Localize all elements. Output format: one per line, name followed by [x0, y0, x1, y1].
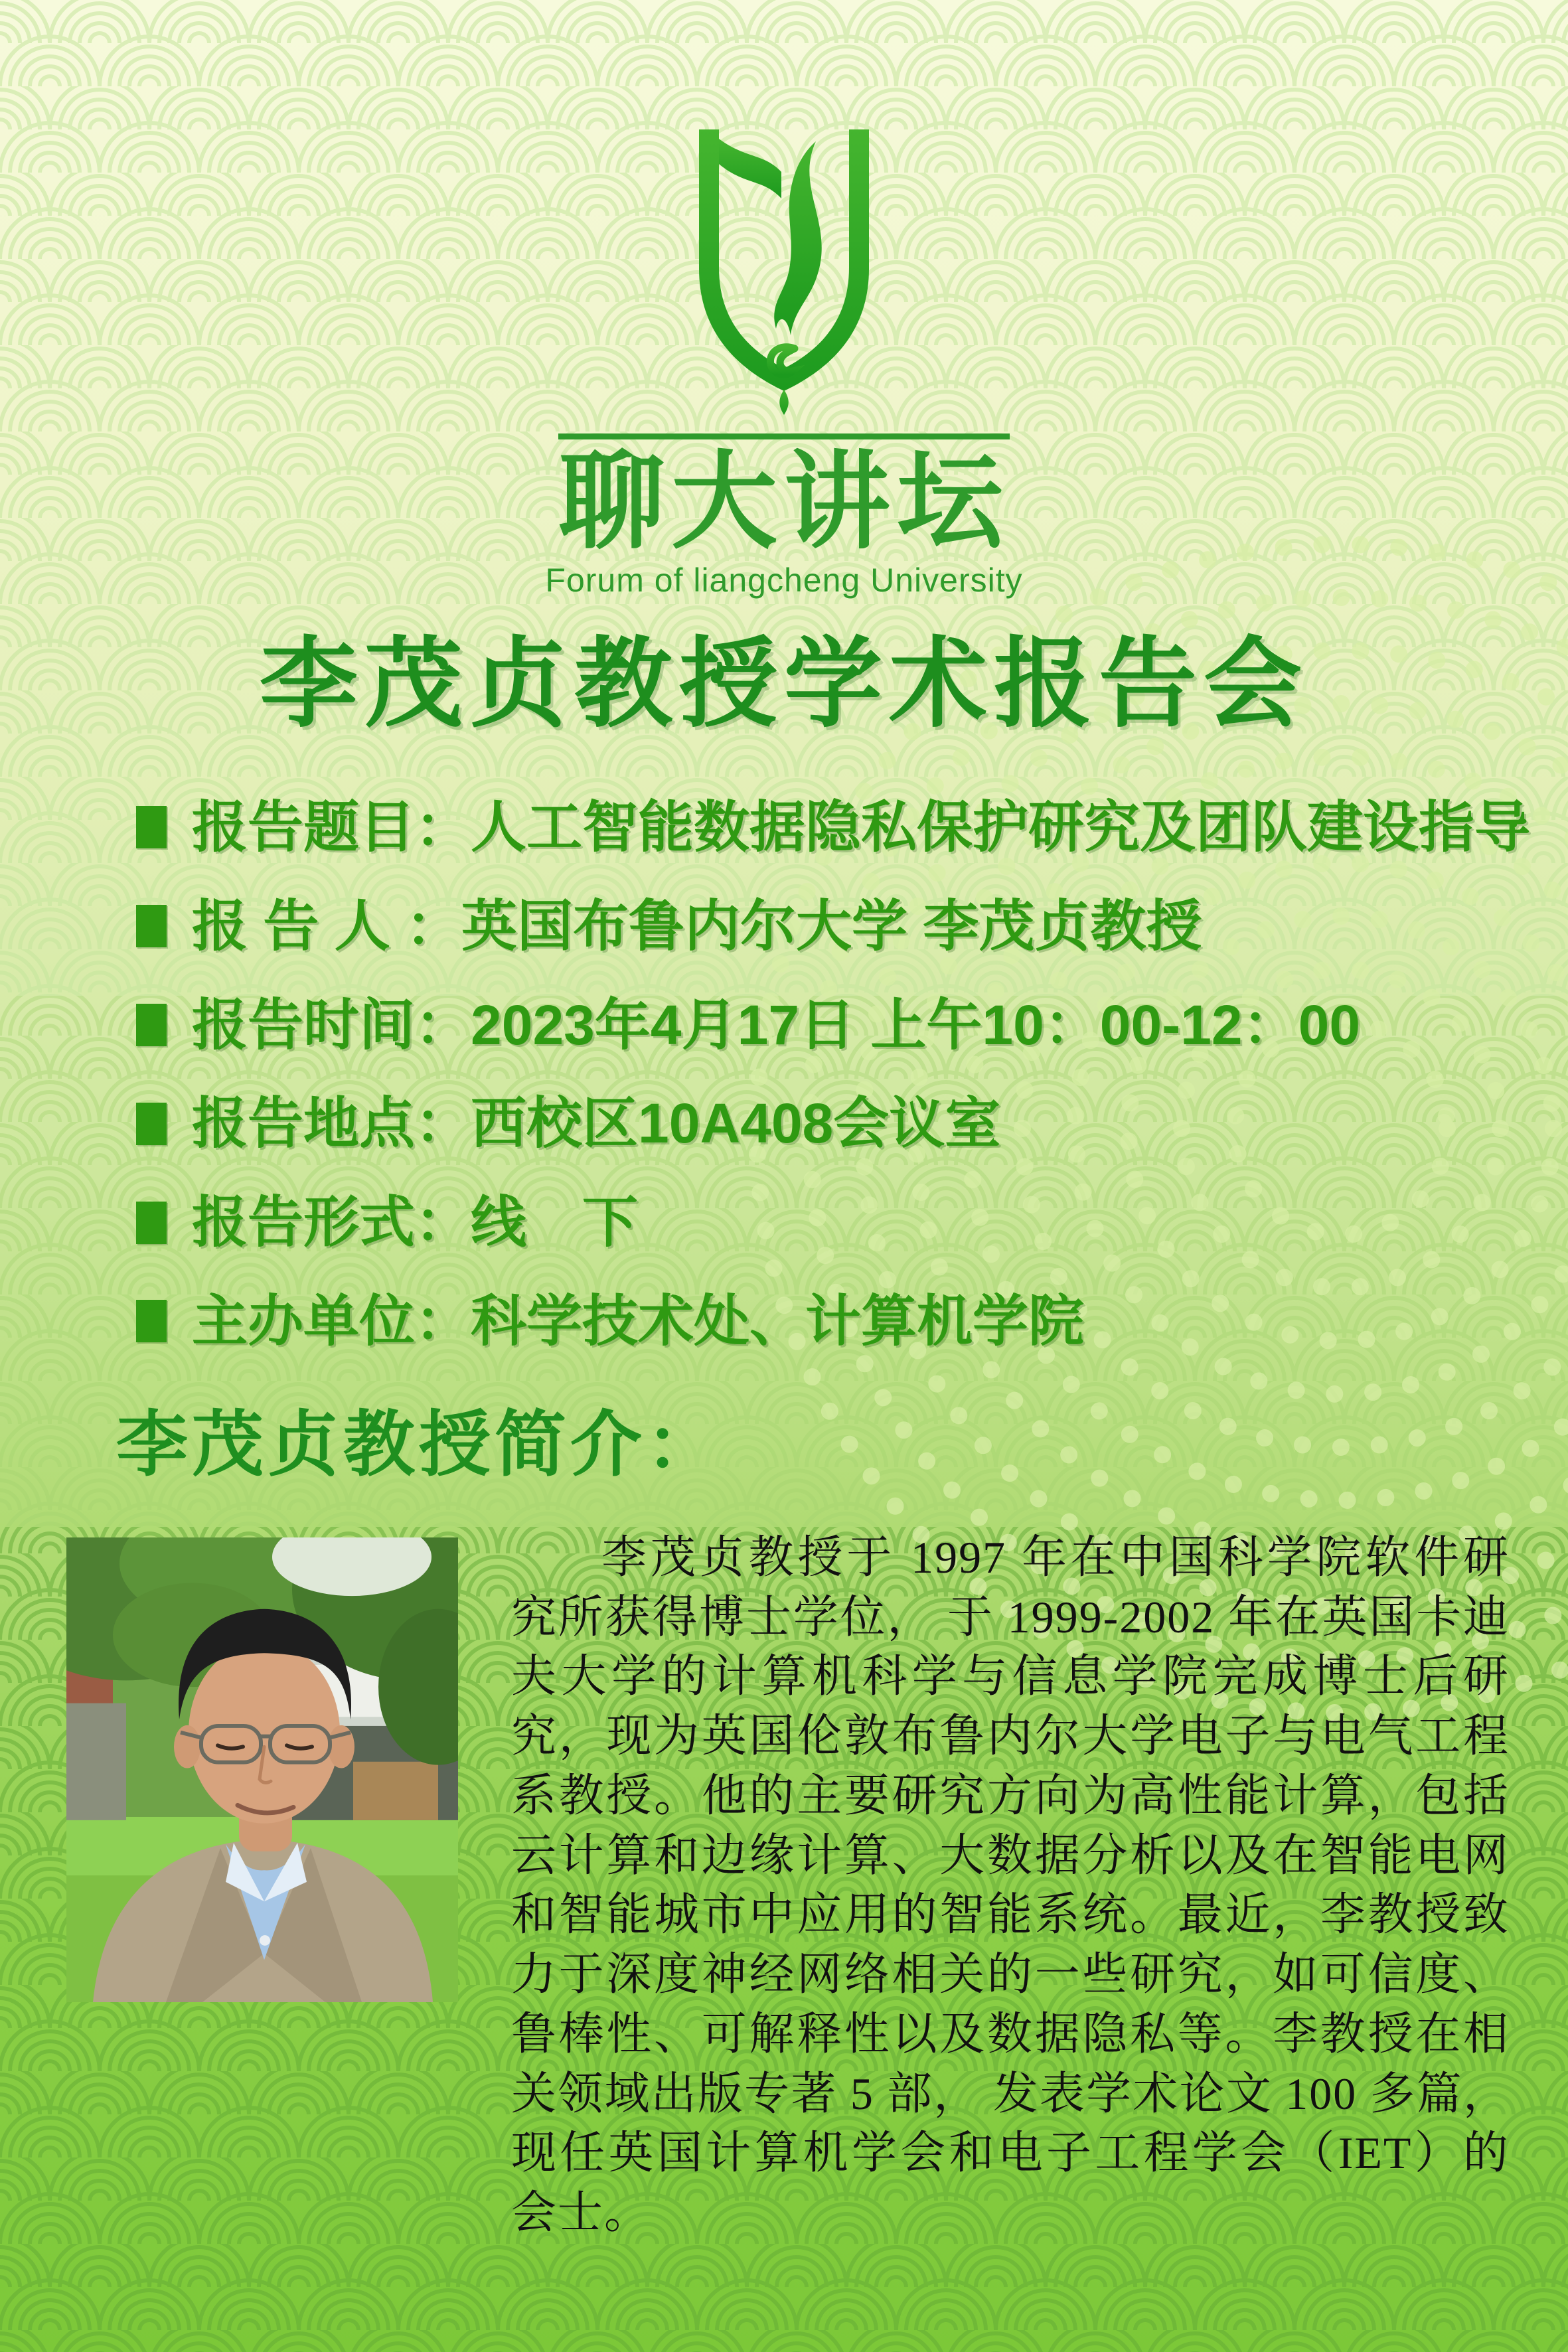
bullet-square-icon: [136, 1004, 167, 1046]
bullet-square-icon: [136, 1300, 167, 1342]
info-item-format: [136, 1189, 1528, 1256]
bio-section: [66, 1528, 1568, 2243]
poster-title: 李茂贞教授学术报告会: [260, 631, 1308, 740]
info-item-time: [136, 992, 1528, 1059]
bullet-square-icon: [136, 1103, 167, 1145]
info-value: 2023年4月17日 上午10：00-12：00: [471, 993, 1361, 1056]
info-label: 报 告 人 ：: [192, 894, 462, 957]
info-item-organizer: [136, 1288, 1528, 1355]
logo-block: [0, 0, 1568, 599]
info-item-location: [136, 1090, 1528, 1157]
forum-name-en: Forum of liangcheng University: [545, 562, 1023, 599]
divider-line: [558, 433, 1010, 439]
info-value: 线 下: [471, 1191, 639, 1254]
professor-photo: [66, 1537, 458, 2002]
info-value: 西校区10A408会议室: [471, 1092, 1001, 1155]
info-label: 报告题目：: [192, 795, 471, 858]
info-list: [0, 794, 1568, 1355]
info-value: 人工智能数据隐私保护研究及团队建设指导: [471, 795, 1531, 858]
bullet-square-icon: [136, 905, 167, 947]
info-label: 报告地点：: [192, 1092, 471, 1155]
info-item-topic: [136, 794, 1531, 861]
forum-logo-icon: [678, 129, 890, 415]
info-value: 英国布鲁内尔大学 李茂贞教授: [461, 894, 1202, 957]
bio-text: 李茂贞教授于 1997 年在中国科学院软件研究所获得博士学位， 于 1999-2002 年在英国卡迪夫大学的计算机科学与信息学院完成博士后研究，现为英国伦敦布鲁内尔大学电子与电气工程系教授。他的主要研究方向为高性能计算，包括云计算和边缘计算、大数据分析以及在智能电网和智能城市中应用的智能系统。最近，李教授致力于深度神经网络相关的一些研究，如可信度、鲁棒性、可解释性以及数据隐私等。李教授在相关领域出版专著 5 部， 发表学术论文 100 多篇， 现任英国计算机学会和电子工程学会（IET）的会士。: [511, 1531, 1510, 2238]
forum-name-cn: 聊大讲坛: [558, 442, 1010, 561]
bullet-square-icon: [136, 806, 167, 848]
info-value: 科学技术处、计算机学院: [471, 1289, 1085, 1352]
info-label: 报告时间：: [192, 993, 471, 1056]
bullet-square-icon: [136, 1202, 167, 1244]
bio-heading: 李茂贞教授简介：: [116, 1405, 722, 1485]
professor-photo-image: [66, 1537, 458, 2002]
info-label: 主办单位：: [192, 1289, 471, 1352]
info-label: 报告形式：: [192, 1191, 471, 1254]
info-item-speaker: [136, 893, 1528, 960]
